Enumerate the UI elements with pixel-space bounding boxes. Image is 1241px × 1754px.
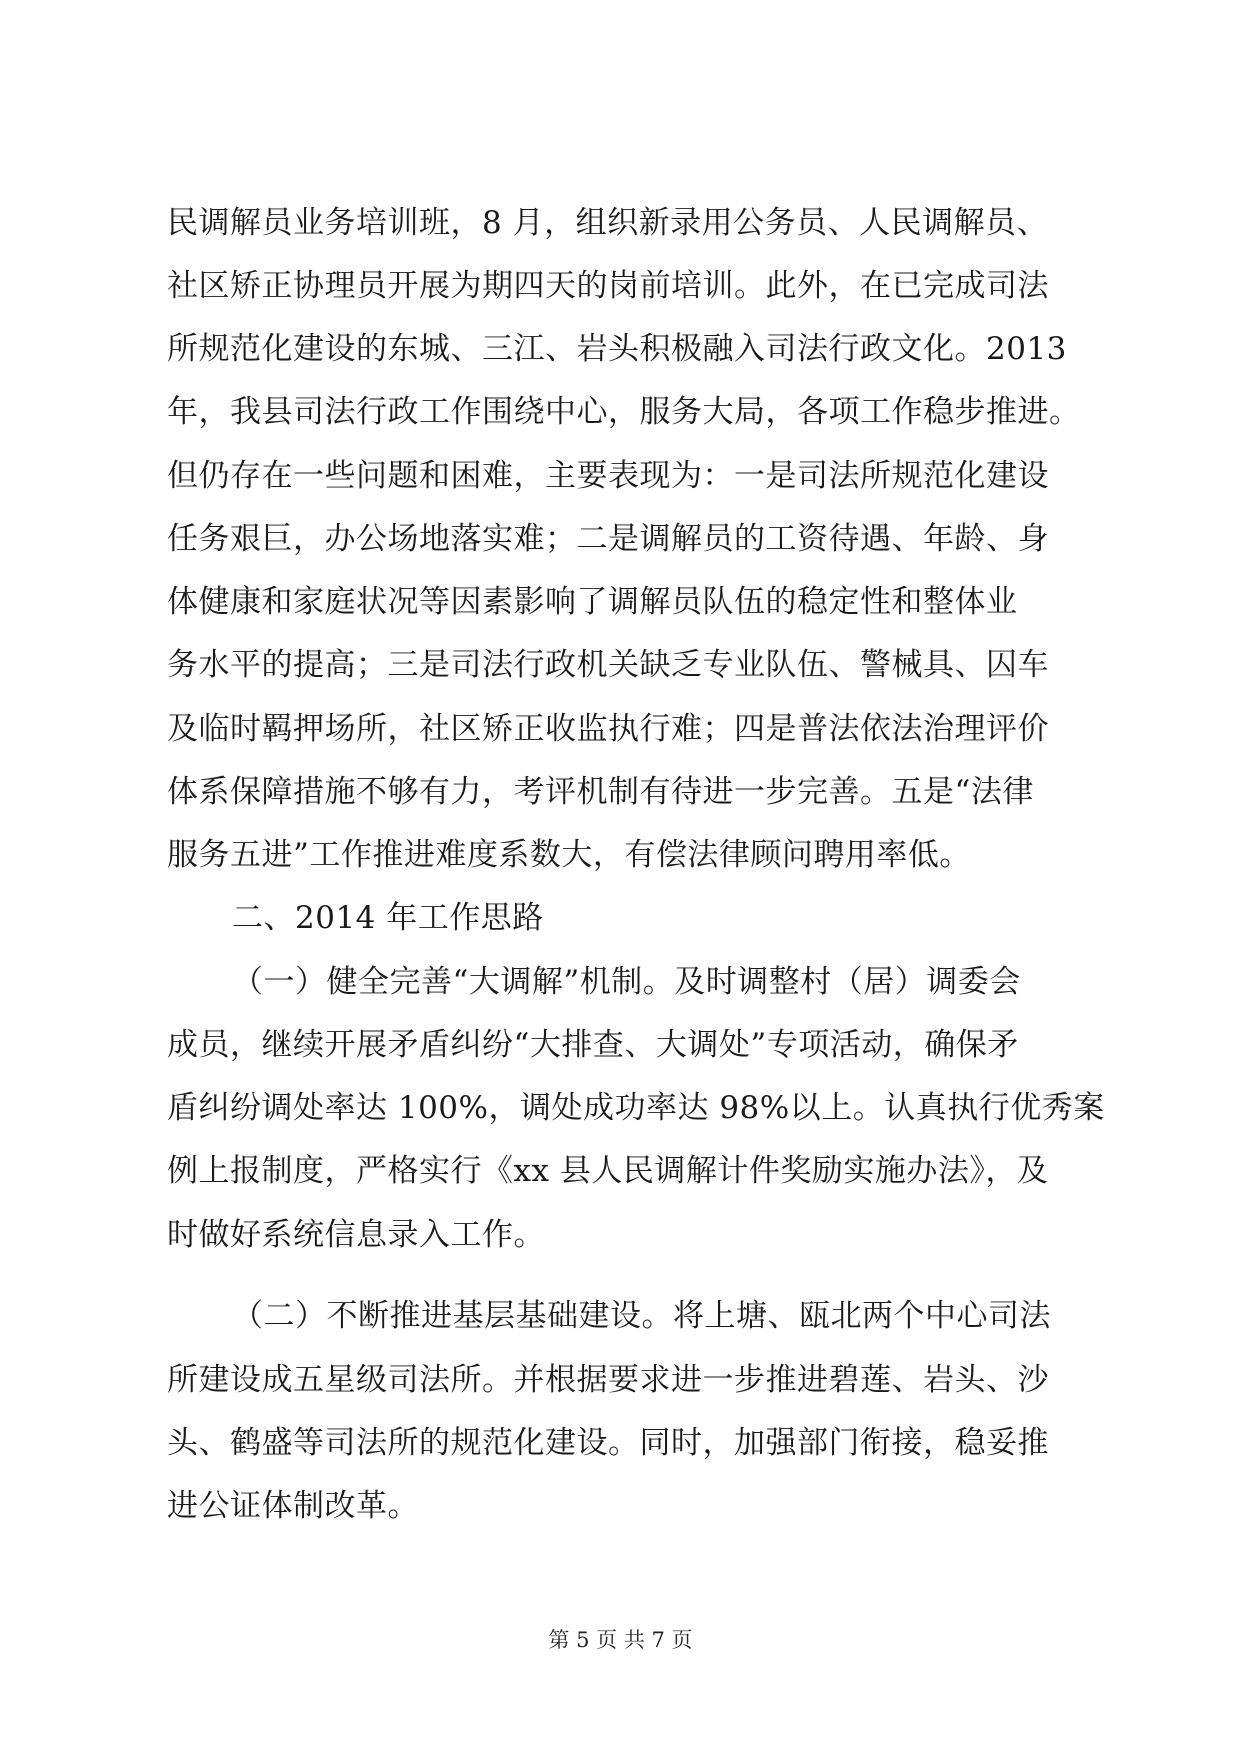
text-line: 时做好系统信息录入工作。 (167, 1217, 545, 1253)
text-line: 所建设成五星级司法所。并根据要求进一步推进碧莲、岩头、沙 (167, 1362, 1049, 1398)
text-line: 民调解员业务培训班，8 月，组织新录用公务员、人民调解员、 (167, 205, 1049, 241)
text-line: 服务五进”工作推进难度系数大，有偿法律顾问聘用率低。 (167, 837, 971, 873)
paragraph-first-line: （一）健全完善“大调解”机制。及时调整村（居）调委会 (232, 964, 1021, 1000)
text-line: 所规范化建设的东城、三江、岩头积极融入司法行政文化。2013 (167, 331, 1067, 367)
text-line: 务水平的提高；三是司法行政机关缺乏专业队伍、警械具、囚车 (167, 647, 1049, 683)
text-line: 成员，继续开展矛盾纠纷“大排查、大调处”专项活动，确保矛 (167, 1027, 1019, 1063)
text-line: 任务艰巨，办公场地落实难；二是调解员的工资待遇、年龄、身 (167, 521, 1049, 557)
text-line: 年，我县司法行政工作围绕中心，服务大局，各项工作稳步推进。 (167, 394, 1081, 430)
text-line: 头、鹤盛等司法所的规范化建设。同时，加强部门衔接，稳妥推 (167, 1425, 1049, 1461)
text-line: 体系保障措施不够有力，考评机制有待进一步完善。五是“法律 (167, 774, 1034, 810)
text-line: 进公证体制改革。 (167, 1488, 419, 1524)
page-footer: 第 5 页 共 7 页 (548, 1628, 693, 1652)
text-line: 但仍存在一些问题和困难，主要表现为：一是司法所规范化建设 (167, 458, 1049, 494)
paragraph-first-line: （二）不断推进基层基础建设。将上塘、瓯北两个中心司法 (232, 1298, 1051, 1334)
text-line: 及临时羁押场所，社区矫正收监执行难；四是普法依法治理评价 (167, 711, 1049, 747)
text-line: 体健康和家庭状况等因素影响了调解员队伍的稳定性和整体业 (167, 584, 1018, 620)
text-line: 盾纠纷调处率达 100%，调处成功率达 98%以上。认真执行优秀案 (167, 1090, 1105, 1126)
text-line: 例上报制度，严格实行《xx 县人民调解计件奖励实施办法》，及 (167, 1153, 1049, 1189)
section-heading: 二、2014 年工作思路 (232, 900, 544, 936)
text-line: 社区矫正协理员开展为期四天的岗前培训。此外，在已完成司法 (167, 268, 1049, 304)
